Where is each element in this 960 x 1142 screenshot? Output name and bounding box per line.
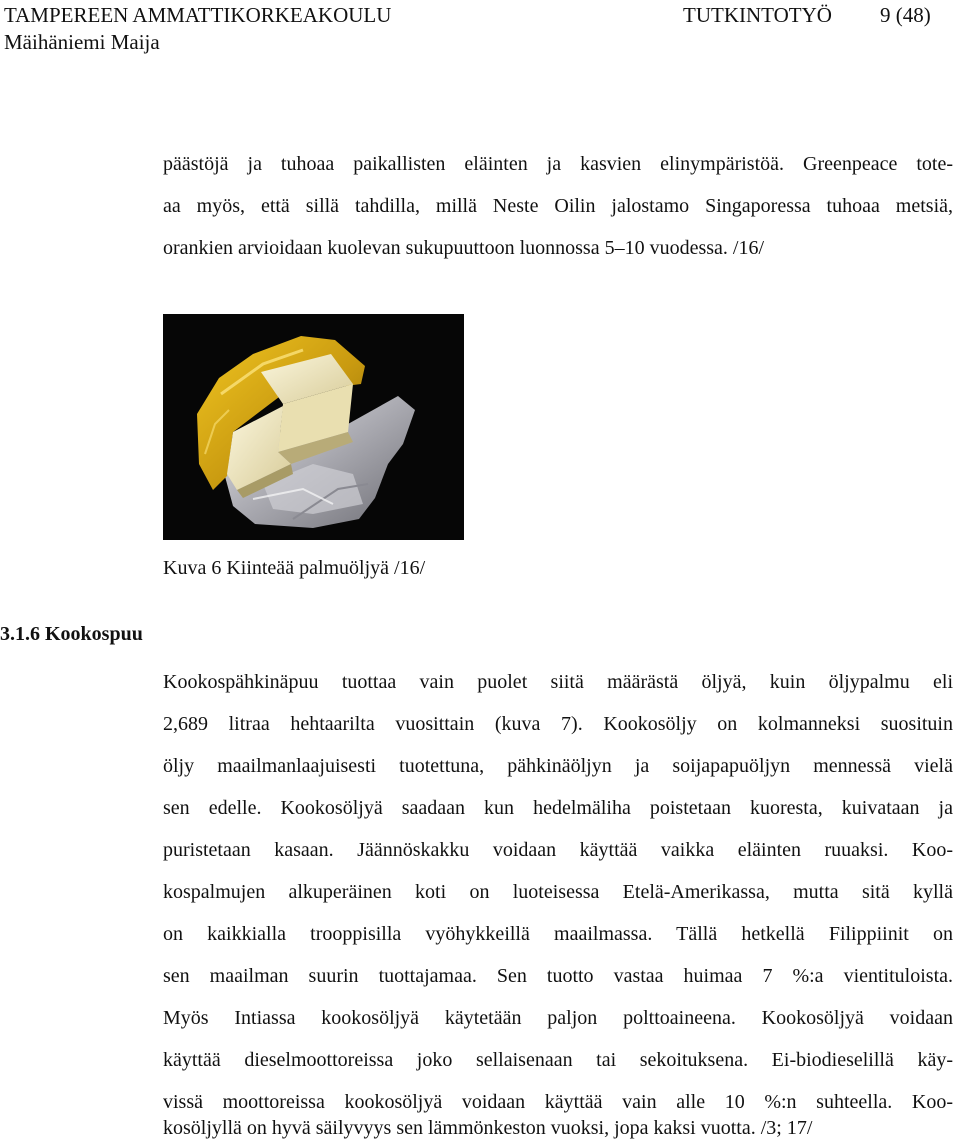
figure-image-solid-palm-oil (163, 314, 464, 540)
body-line: on kaikkialla trooppisilla vyöhykkeillä maailmassa. Tällä hetkellä Filippiinit on (163, 923, 953, 945)
body-line: kosöljyllä on hyvä säilyvyys sen lämmönkeston vuoksi, jopa kaksi vuotta. /3; 17/ (163, 1117, 813, 1139)
intro-line: päästöjä ja tuhoaa paikallisten eläinten ja kasvien elinympäristöä. Greenpeace tote- (163, 153, 953, 175)
figure-caption: Kuva 6 Kiinteää palmuöljyä /16/ (163, 557, 426, 579)
body-line: käyttää dieselmoottoreissa joko sellaisenaan tai sekoituksena. Ei-biodieselillä käy- (163, 1049, 953, 1071)
intro-line: orankien arvioidaan kuolevan sukupuuttoon luonnossa 5–10 vuodessa. /16/ (163, 237, 765, 259)
body-line: sen edelle. Kookosöljyä saadaan kun hedelmäliha poistetaan kuoresta, kuivataan ja (163, 797, 953, 819)
body-line: Myös Intiassa kookosöljyä käytetään paljon polttoaineena. Kookosöljyä voidaan (163, 1007, 953, 1029)
header-institution: TAMPEREEN AMMATTIKORKEAKOULU (4, 3, 392, 27)
body-line: öljy maailmanlaajuisesti tuotettuna, pähkinäöljyn ja soijapapuöljyn mennessä vielä (163, 755, 953, 777)
body-line: kospalmujen alkuperäinen koti on luoteisessa Etelä-Amerikassa, mutta sitä kyllä (163, 881, 953, 903)
header-page-number: 9 (48) (880, 3, 931, 27)
header-doc-type: TUTKINTOTYÖ (683, 3, 832, 27)
body-line: vissä moottoreissa kookosöljyä voidaan käyttää vain alle 10 %:n suhteella. Koo- (163, 1091, 953, 1113)
body-line: puristetaan kasaan. Jäännöskakku voidaan käyttää vaikka eläinten ruuaksi. Koo- (163, 839, 953, 861)
intro-line: aa myös, että sillä tahdilla, millä Neste Oilin jalostamo Singaporessa tuhoaa metsiä, (163, 195, 953, 217)
body-line: 2,689 litraa hehtaarilta vuosittain (kuva 7). Kookosöljy on kolmanneksi suosituin (163, 713, 953, 735)
section-heading: 3.1.6 Kookospuu (0, 623, 143, 645)
header-author: Mäihäniemi Maija (4, 30, 160, 54)
body-line: Kookospähkinäpuu tuottaa vain puolet siitä määrästä öljyä, kuin öljypalmu eli (163, 671, 953, 693)
body-line: sen maailman suurin tuottajamaa. Sen tuotto vastaa huimaa 7 %:a vientituloista. (163, 965, 953, 987)
